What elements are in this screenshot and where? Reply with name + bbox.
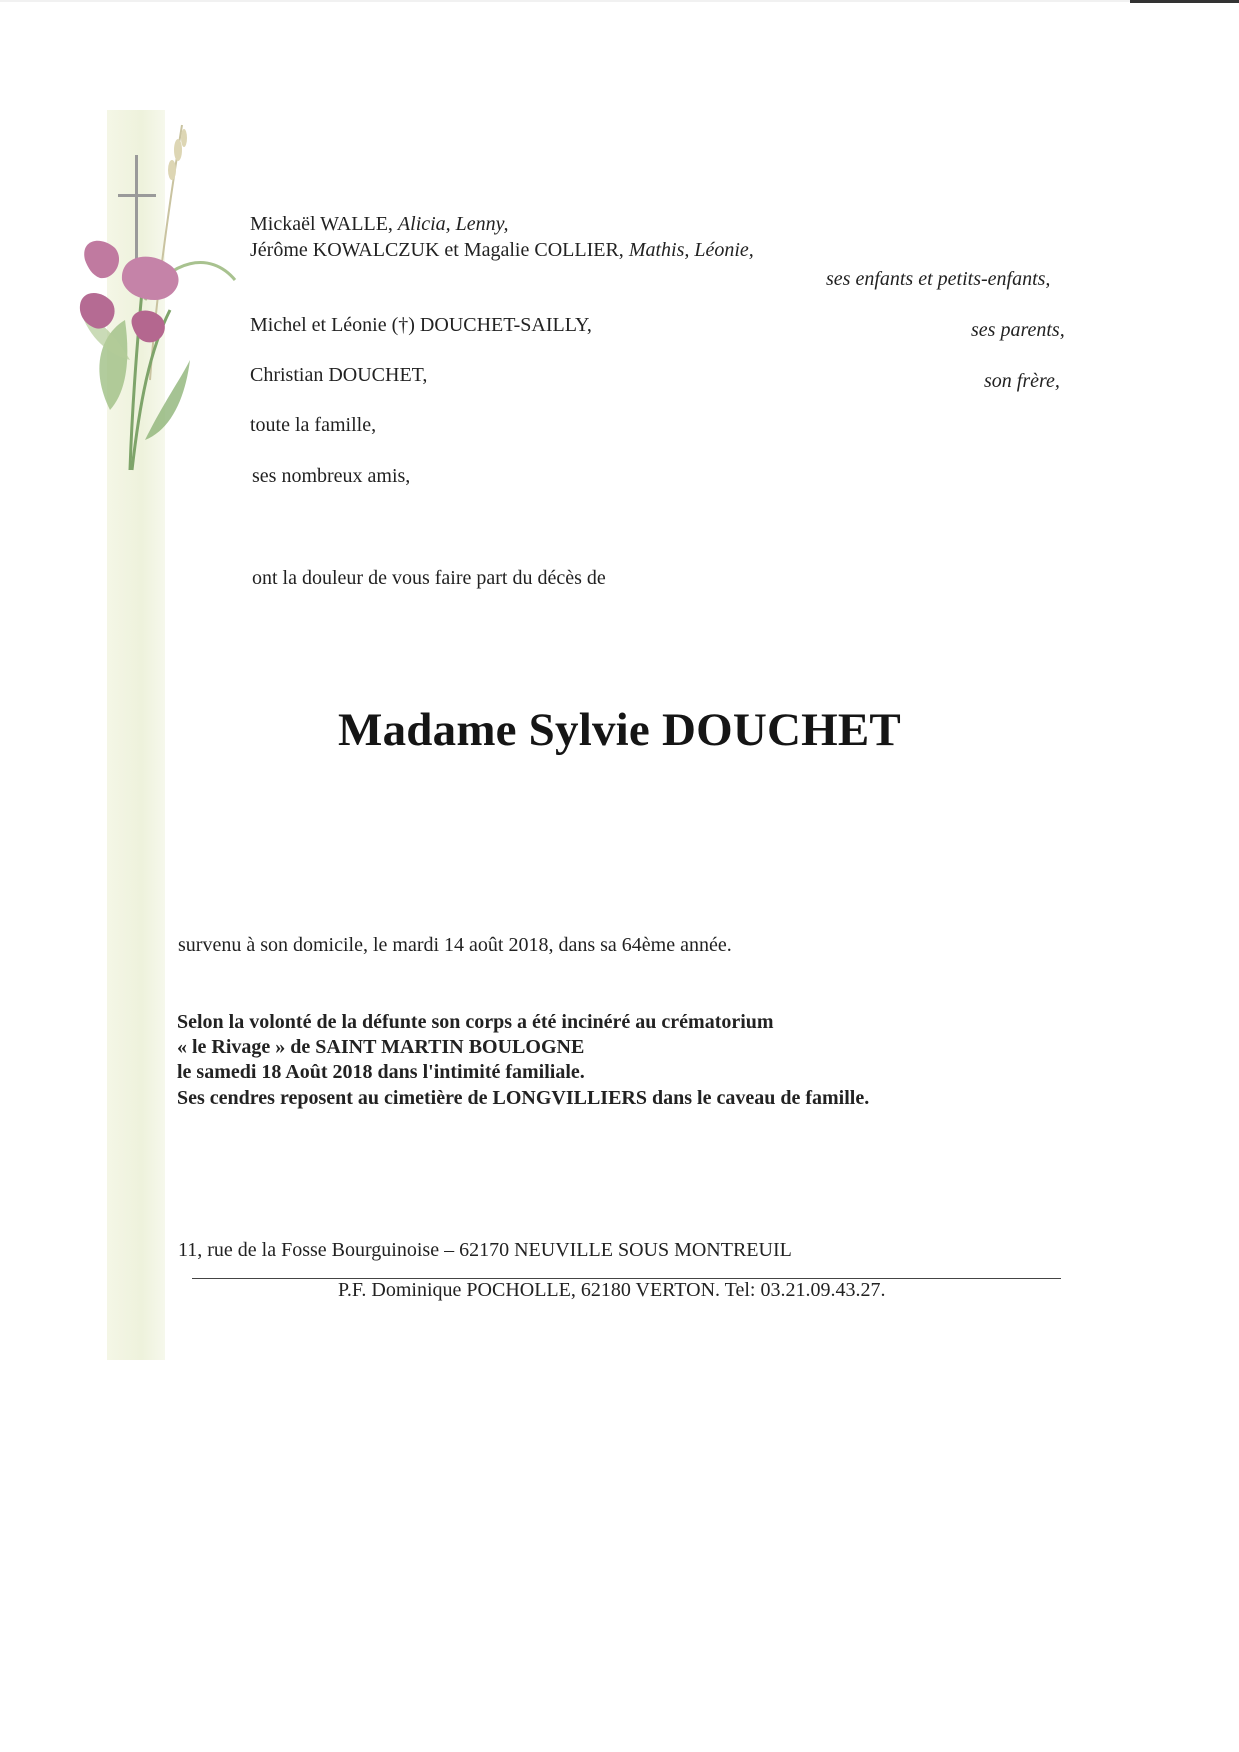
scan-mark — [1130, 0, 1239, 3]
scan-edge — [0, 0, 1239, 2]
ceremony-line-2: « le Rivage » de SAINT MARTIN BOULOGNE — [177, 1036, 585, 1058]
cross-and-lily-illustration — [70, 110, 245, 485]
ceremony-line-4: Ses cendres reposent au cimetière de LONGVILLIERS dans le caveau de famille. — [177, 1087, 870, 1109]
family-line: toute la famille, — [250, 414, 377, 436]
ceremony-line-1: Selon la volonté de la défunte son corps a été incinéré au crématorium — [177, 1011, 774, 1033]
address-line: 11, rue de la Fosse Bourguinoise – 62170 NEUVILLE SOUS MONTREUIL — [178, 1239, 792, 1261]
child-line-2: Jérôme KOWALCZUK et Magalie COLLIER, Mathis, Léonie, — [250, 239, 754, 261]
friends-line: ses nombreux amis, — [252, 465, 411, 487]
announcement-text: ont la douleur de vous faire part du décès de — [252, 567, 606, 589]
parents-line: Michel et Léonie (†) DOUCHET-SAILLY, — [250, 314, 592, 336]
children-relation: ses enfants et petits-enfants, — [826, 268, 1051, 290]
deceased-name: Madame Sylvie DOUCHET — [338, 704, 901, 756]
funeral-home-line: P.F. Dominique POCHOLLE, 62180 VERTON. Tel: 03.21.09.43.27. — [338, 1279, 886, 1301]
parents-relation: ses parents, — [971, 319, 1065, 341]
death-details: survenu à son domicile, le mardi 14 août 2018, dans sa 64ème année. — [178, 934, 732, 956]
child-line-1: Mickaël WALLE, Alicia, Lenny, — [250, 213, 509, 235]
brother-line: Christian DOUCHET, — [250, 364, 428, 386]
brother-relation: son frère, — [984, 370, 1060, 392]
ceremony-line-3: le samedi 18 Août 2018 dans l'intimité familiale. — [177, 1061, 585, 1083]
